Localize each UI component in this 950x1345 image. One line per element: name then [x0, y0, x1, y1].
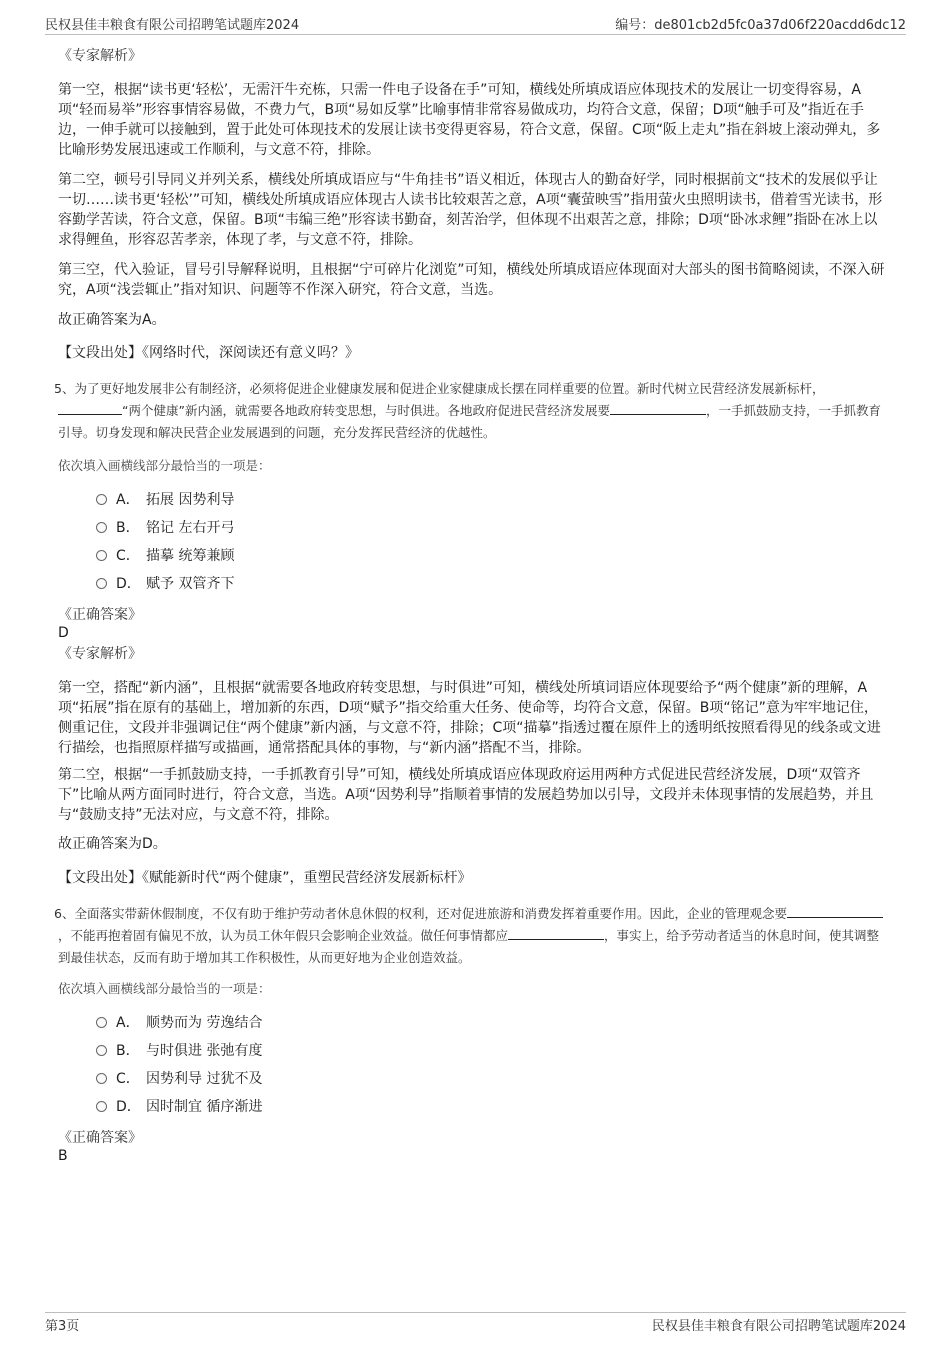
- q5-option-d[interactable]: [96, 573, 234, 595]
- option-letter: C．: [116, 1071, 140, 1087]
- q5-source-block: [58, 868, 888, 888]
- q4-conclusion-block: [58, 310, 888, 330]
- q4-analysis-para3: 第三空，代入验证，冒号引导解释说明，且根据“宁可碎片化浏览”可知，横线处所填成语应体现面对大部头的图书简略阅读，不深入研究，A项“浅尝辄止”指对知识、问题等不作深入研究，符合文意，当选。: [58, 262, 885, 298]
- q4-analysis-para1: 第一空，根据“读书更‘轻松’，无需汗牛充栋，只需一件电子设备在手”可知，横线处所填成语应体现技术的发展让一切变得容易，A项“轻而易举”形容事情容易做，不费力气，B项“易如反掌”比喻事情非常容易做成功，均符合文意，保留；D项“触手可及”指近在手边，一伸手就可以接触到，置于此处可体现技术的发展让读书变得更容易，符合文意，保留。C项“阪上走丸”指在斜坡上滚动弹丸，多比喻形势发展迅速或工作顺利，与文意不符，排除。: [58, 82, 881, 158]
- q5-analysis-label-block: [58, 644, 888, 664]
- header-serial: 编号：de801cb2d5fc0a37d06f220acdd6dc12: [615, 18, 906, 33]
- q5-option-c[interactable]: [96, 545, 234, 567]
- q6-answer-label: 《正确答案》: [58, 1130, 142, 1146]
- q4-source: 【文段出处】《网络时代，深阅读还有意义吗？》: [58, 345, 359, 361]
- q6-option-c[interactable]: [96, 1068, 262, 1090]
- radio-icon[interactable]: [96, 494, 107, 505]
- q6-hint: 依次填入画横线部分最恰当的一项是：: [58, 981, 271, 996]
- q6-hint-block: [58, 979, 888, 997]
- option-text: 拓展 因势利导: [146, 492, 235, 508]
- footer-title: 民权县佳丰粮食有限公司招聘笔试题库2024: [651, 1319, 906, 1334]
- option-text: 因势利导 过犹不及: [146, 1071, 263, 1087]
- option-letter: D．: [116, 1099, 141, 1115]
- q6-answer-block: [58, 1128, 888, 1164]
- q4-para1-block: [58, 80, 888, 160]
- option-letter: D．: [116, 576, 141, 592]
- q6-number: 6、: [54, 906, 75, 921]
- option-letter: A．: [116, 492, 140, 508]
- q5-answer-block: [58, 605, 888, 641]
- q6-option-d[interactable]: [96, 1096, 262, 1118]
- radio-icon[interactable]: [96, 1101, 107, 1112]
- q5-analysis-label: 《专家解析》: [58, 646, 142, 662]
- q4-analysis-para2: 第二空，顿号引导同义并列关系，横线处所填成语应与“牛角挂书”语义相近，体现古人的勤奋好学，同时根据前文“技术的发展似乎让一切……读书更‘轻松’”可知，横线处所填成语应体现古人读书比较艰苦之意，A项“囊萤映雪”指用萤火虫照明读书，借着雪光读书，形容勤学苦读，符合文意，保留。B项“韦编三绝”形容读书勤奋，刻苦治学，但体现不出艰苦之意，排除；D项“卧冰求鲤”指卧在冰上以求得鲤鱼，形容忍苦孝亲，体现了孝，与文意不符，排除。: [58, 172, 883, 248]
- option-text: 赋予 双管齐下: [146, 576, 235, 592]
- radio-icon[interactable]: [96, 578, 107, 589]
- page-header: [45, 14, 906, 35]
- q4-analysis-label: 《专家解析》: [58, 48, 142, 64]
- footer-page-number: 第3页: [45, 1319, 80, 1334]
- radio-icon[interactable]: [96, 1017, 107, 1028]
- q5-number: 5、: [54, 381, 75, 396]
- q5-conclusion-block: [58, 834, 888, 854]
- q6-option-a[interactable]: [96, 1012, 262, 1034]
- q4-conclusion: 故正确答案为A。: [58, 312, 166, 328]
- q6-answer: B: [58, 1148, 68, 1164]
- option-letter: A．: [116, 1015, 140, 1031]
- radio-icon[interactable]: [96, 1073, 107, 1084]
- option-text: 铭记 左右开弓: [146, 520, 235, 536]
- option-letter: C．: [116, 548, 140, 564]
- q5-stem-a: 为了更好地发展非公有制经济，必须将促进企业健康发展和促进企业家健康成长摆在同样重要的位置。新时代树立民营经济发展新标杆，: [74, 381, 825, 396]
- q4-analysis: [58, 46, 888, 66]
- q6-stem-c: ，事实上，给予劳动者适当的休息时间，使其调整到最佳状态，反而有助于增加其工作积极性，从而更好地为企业创造效益。: [58, 928, 880, 965]
- radio-icon[interactable]: [96, 550, 107, 561]
- q6-stem: [54, 903, 888, 969]
- option-letter: B．: [116, 1043, 140, 1059]
- q5-option-a[interactable]: [96, 489, 234, 511]
- radio-icon[interactable]: [96, 522, 107, 533]
- q5-para1-block: [58, 678, 888, 758]
- q5-hint-block: [58, 456, 888, 474]
- option-text: 因时制宜 循序渐进: [146, 1099, 263, 1115]
- q6-blank-2: [508, 926, 604, 940]
- option-letter: B．: [116, 520, 140, 536]
- q5-analysis-para2: 第二空，根据“一手抓鼓励支持，一手抓教育引导”可知，横线处所填成语应体现政府运用两种方式促进民营经济发展，D项“双管齐下”比喻从两方面同时进行，符合文意，当选。A项“因势利导”指顺着事情的发展趋势加以引导，文段并未体现事情的发展趋势，并且与“鼓励支持”无法对应，与文意不符，排除。: [58, 767, 874, 823]
- option-text: 与时俱进 张弛有度: [146, 1043, 263, 1059]
- q5-blank-2: [610, 401, 706, 415]
- q4-para2-block: [58, 170, 888, 250]
- q6-blank-1: [787, 904, 883, 918]
- page-footer: [45, 1312, 906, 1333]
- q6-stem-b: ，不能再抱着固有偏见不放，认为员工休年假只会影响企业效益。做任何事情都应: [58, 928, 509, 943]
- q4-source-block: [58, 343, 888, 363]
- q6-option-b[interactable]: [96, 1040, 262, 1062]
- q5-source: 【文段出处】《赋能新时代“两个健康”，重塑民营经济发展新标杆》: [58, 870, 472, 886]
- q5-analysis-para1: 第一空，搭配“新内涵”，且根据“就需要各地政府转变思想，与时俱进”可知，横线处所填词语应体现要给予“两个健康”新的理解，A项“拓展”指在原有的基础上，增加新的东西，D项“赋予”指交给重大任务、使命等，均符合文意，保留。B项“铭记”意为牢牢地记住，侧重记住，文段并非强调记住“两个健康”新内涵，与文意不符，排除；C项“描摹”指透过覆在原件上的透明纸按照看得见的线条或文进行描绘，也指照原样描写或描画，通常搭配具体的事物，与“新内涵”搭配不当，排除。: [58, 680, 881, 756]
- q5-answer-label: 《正确答案》: [58, 607, 142, 623]
- option-text: 顺势而为 劳逸结合: [146, 1015, 263, 1031]
- q5-para2-block: [58, 765, 888, 825]
- q5-answer: D: [58, 625, 69, 641]
- radio-icon[interactable]: [96, 1045, 107, 1056]
- option-text: 描摹 统筹兼顾: [146, 548, 235, 564]
- q5-stem-b: “两个健康”新内涵，就需要各地政府转变思想，与时俱进。各地政府促进民营经济发展要: [122, 403, 610, 418]
- header-title: 民权县佳丰粮食有限公司招聘笔试题库2024: [45, 18, 300, 33]
- q5-option-b[interactable]: [96, 517, 234, 539]
- q6-stem-a: 全面落实带薪休假制度，不仅有助于维护劳动者休息休假的权利，还对促进旅游和消费发挥着重要作用。因此，企业的管理观念要: [74, 906, 787, 921]
- q5-blank-1: [58, 401, 122, 415]
- q5-conclusion: 故正确答案为D。: [58, 836, 167, 852]
- q5-stem: [54, 378, 888, 444]
- q5-hint: 依次填入画横线部分最恰当的一项是：: [58, 458, 271, 473]
- q4-para3-block: [58, 260, 888, 300]
- q5-stem-c: ，一手抓鼓励支持，一手抓教育引导。切身发现和解决民营企业发展遇到的问题，充分发挥民营经济的优越性。: [58, 403, 881, 440]
